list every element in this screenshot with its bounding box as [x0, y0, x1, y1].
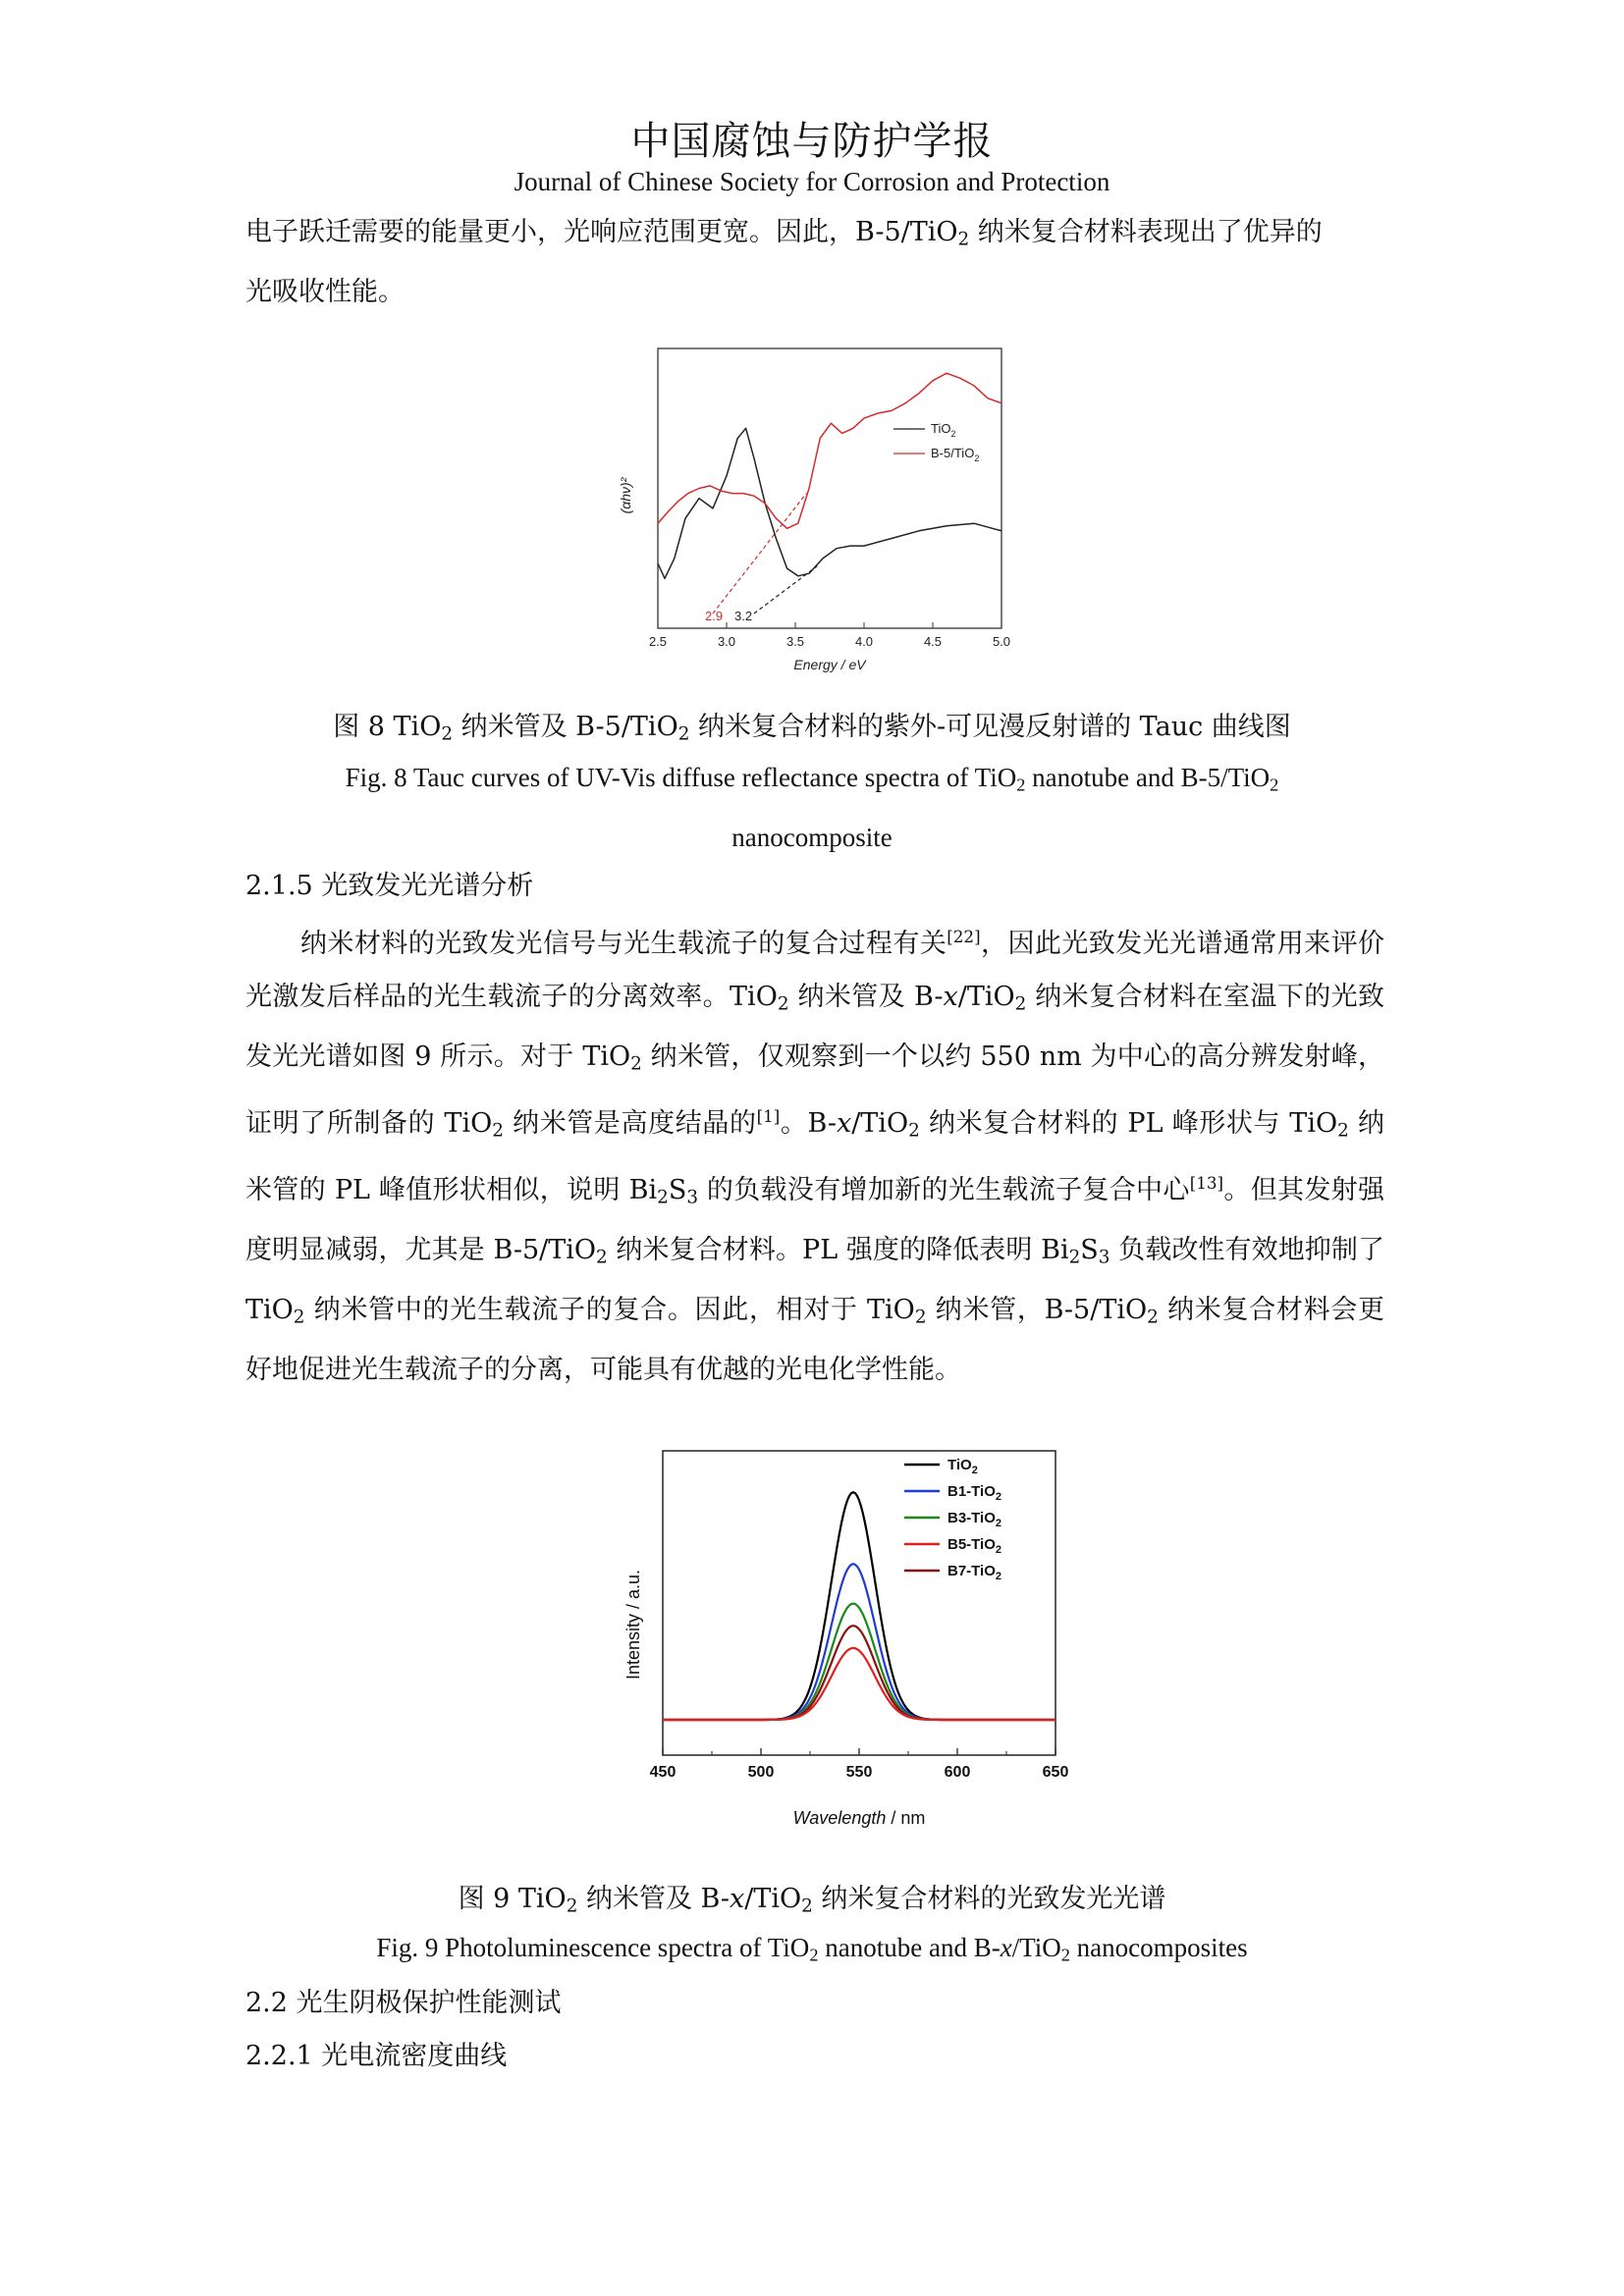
intro-paragraph — [245, 206, 1384, 319]
x-axis-label: Wavelength / nm — [792, 1808, 926, 1828]
subscript: 2 — [957, 229, 970, 250]
tangent-line-0 — [713, 494, 806, 614]
x-tick-label: 3.5 — [785, 634, 805, 649]
series-line-B1-TiO2 — [663, 1564, 1056, 1720]
x-tick-label: 5.0 — [992, 634, 1011, 649]
x-tick-label: 500 — [747, 1764, 775, 1781]
plot-frame — [658, 348, 1001, 628]
y-axis-label: (αhν)² — [618, 477, 633, 514]
legend-label-tio2: TiO$_2$ — [931, 421, 956, 439]
x-axis-ticks — [649, 622, 1010, 649]
x-tick-label: 650 — [1042, 1764, 1069, 1781]
annotation-3-2: 3.2 — [734, 609, 753, 623]
legend-label-B7-TiO2: B7-TiO$_2$ — [947, 1563, 1002, 1582]
x-tick-label: 2.5 — [648, 634, 668, 649]
x-axis-ticks — [650, 1748, 1069, 1781]
intro-text: 纳米复合材料表现出了优异的 — [969, 217, 1323, 247]
x-tick-label: 4.5 — [923, 634, 943, 649]
section-heading-2-2: 2.2 光生阴极保护性能测试 — [245, 1988, 562, 2018]
legend-label-B5-TiO2: B5-TiO$_2$ — [947, 1536, 1002, 1556]
x-tick-label: 450 — [649, 1764, 677, 1781]
x-tick-label: 550 — [845, 1764, 873, 1781]
x-axis-label: Energy / eV — [793, 657, 866, 672]
legend — [893, 421, 979, 463]
section-heading-2-1-5: 2.1.5 光致发光光谱分析 — [245, 871, 534, 901]
figure-8-caption-en: Fig. 8 Tauc curves of UV-Vis diffuse reflectance spectra of TiO$_2$ nanotube and B-5/TiO$_2$ nanocomposite — [345, 763, 1279, 852]
annotation-2-9: 2.9 — [705, 609, 724, 623]
figure-9-caption-cn: 图 9 TiO$_2$ 纳米管及 B-x/TiO$_2$ 纳米复合材料的光致发光光谱 — [458, 1884, 1166, 1917]
body-paragraph-2-1-5: 纳米材料的光致发光信号与光生载流子的复合过程有关[22]，因此光致发光光谱通常用来评价光激发后样品的光生载流子的分离效率。TiO$_2$ 纳米管及 B-x/TiO$_2$ 纳米复合材料在室温下的光致发光光谱如图 9 所示。对于 TiO$_2$ 纳米管，仅观察到一个以约 550 nm 为中心的高分辨发射峰，证明了所制备的 TiO$_2$ 纳米管是高度结晶的[1]。B-x/TiO$_2$ 纳米复合材料的 PL 峰形状与 TiO$_2$ 纳米管的 PL 峰值形状相似，说明 $Bi_2S_3$ 的负载没有增加新的光生载流子复合中心[13]。但其发射强度明显减弱，尤其是 B-5/TiO$_2$ 纳米复合材料。PL 强度的降低表明 $Bi_2S_3$ 负载改性有效地抑制了 TiO$_2$ 纳米管中的光生载流子的复合。因此，相对于 TiO$_2$ 纳米管，B-5/TiO$_2$ 纳米复合材料会更好地促进光生载流子的分离，可能具有优越的光电化学性能。 — [245, 927, 1385, 1385]
journal-title-cn: 中国腐蚀与防护学报 — [630, 119, 994, 164]
x-tick-label: 3.0 — [717, 634, 736, 649]
legend — [904, 1457, 1001, 1582]
figure-9-caption-en: Fig. 9 Photoluminescence spectra of TiO$_2$ nanotube and B-x/TiO$_2$ nanocomposites — [376, 1933, 1248, 1965]
legend-label-B3-TiO2: B3-TiO$_2$ — [947, 1510, 1002, 1529]
series-line-B5-TiO2 — [663, 1648, 1056, 1720]
legend-label-TiO2: TiO$_2$ — [947, 1457, 978, 1476]
figure-8-caption-cn: 图 8 TiO$_2$ 纳米管及 B-5/TiO$_2$ 纳米复合材料的紫外-可见漫反射谱的 Tauc 曲线图 — [333, 712, 1291, 745]
intro-text: 光吸收性能。 — [245, 277, 405, 308]
figure-9-pl-spectra — [594, 1443, 1085, 1836]
series-group — [658, 373, 1001, 578]
series-line-B3-TiO2 — [663, 1604, 1056, 1720]
x-tick-label: 4.0 — [854, 634, 874, 649]
legend-label-b5: B-5/TiO$_2$ — [931, 446, 980, 463]
x-tick-label: 600 — [944, 1764, 971, 1781]
series-line-B7-TiO2 — [663, 1626, 1056, 1720]
section-heading-2-2-1: 2.2.1 光电流密度曲线 — [245, 2041, 508, 2071]
figure-8-tauc-plot — [589, 339, 1041, 682]
y-axis-label: Intensity / a.u. — [623, 1569, 643, 1681]
intro-text: 电子跃迁需要的能量更小，光响应范围更宽。因此，B-5/TiO — [245, 217, 958, 247]
legend-label-B1-TiO2: B1-TiO$_2$ — [947, 1483, 1002, 1503]
journal-title-en: Journal of Chinese Society for Corrosion and Protection — [514, 167, 1110, 196]
